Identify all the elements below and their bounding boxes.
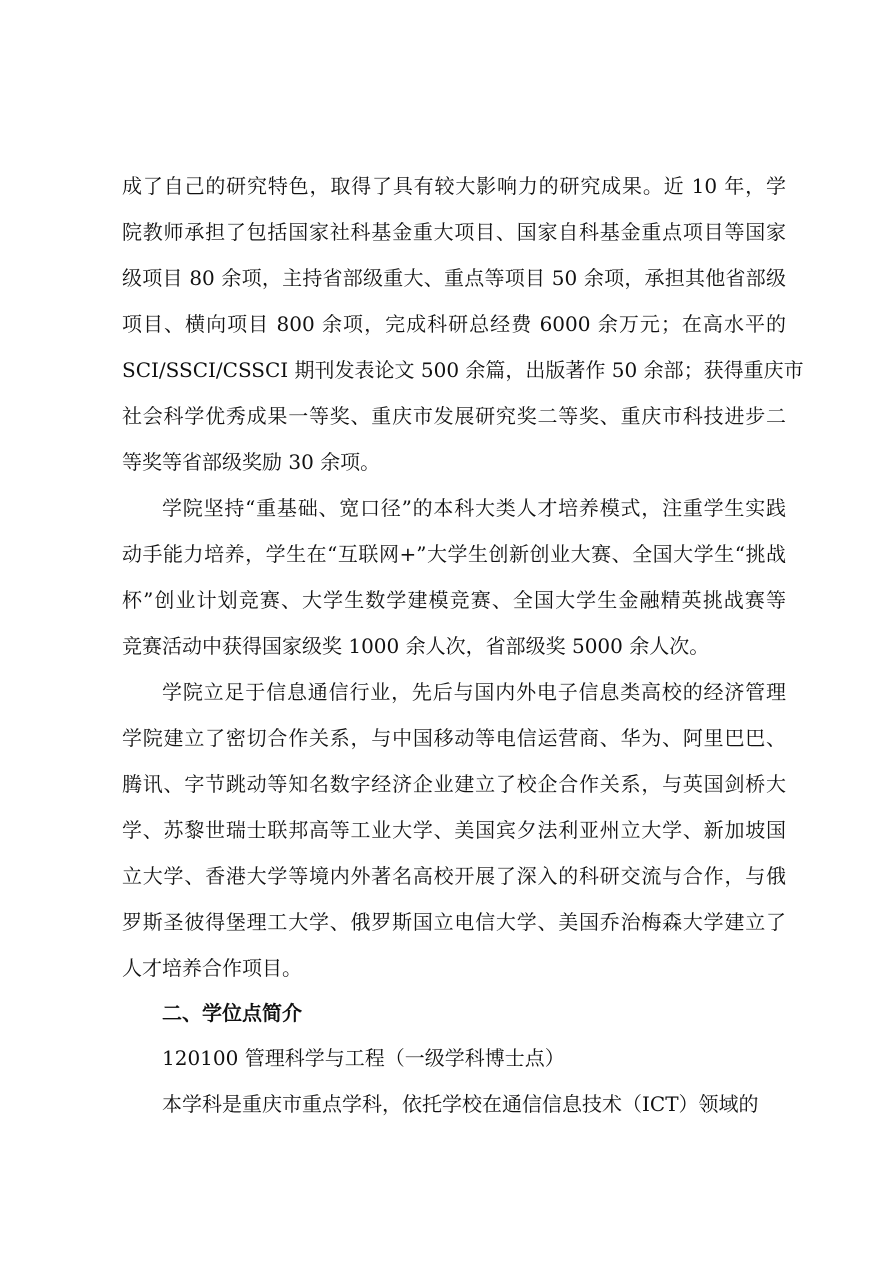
paragraph-3-line-4: 学、苏黎世瑞士联邦高等工业大学、美国宾夕法利亚州立大学、新加坡国 xyxy=(122,818,786,842)
paragraph-1-line-6: 社会科学优秀成果一等奖、重庆市发展研究奖二等奖、重庆市科技进步二 xyxy=(122,404,786,428)
paragraph-1-line-3: 级项目 80 余项，主持省部级重大、重点等项目 50 余项，承担其他省部级 xyxy=(122,266,786,290)
paragraph-3-line-5: 立大学、香港大学等境内外著名高校开展了深入的科研交流与合作，与俄 xyxy=(122,864,786,888)
paragraph-2-line-4: 竞赛活动中获得国家级奖 1000 余人次，省部级奖 5000 余人次。 xyxy=(122,634,710,658)
paragraph-1-line-7: 等奖等省部级奖励 30 余项。 xyxy=(122,450,381,474)
paragraph-3-line-6: 罗斯圣彼得堡理工大学、俄罗斯国立电信大学、美国乔治梅森大学建立了 xyxy=(122,910,786,934)
paragraph-1-line-4: 项目、横向项目 800 余项，完成科研总经费 6000 余万元；在高水平的 xyxy=(122,312,786,336)
paragraph-2-line-2: 动手能力培养，学生在“互联网+”大学生创新创业大赛、全国大学生“挑战 xyxy=(122,542,786,566)
section-heading: 二、学位点简介 xyxy=(162,1001,302,1025)
paragraph-2-line-3: 杯”创业计划竞赛、大学生数学建模竞赛、全国大学生金融精英挑战赛等 xyxy=(122,588,786,612)
paragraph-3-line-2: 学院建立了密切合作关系，与中国移动等电信运营商、华为、阿里巴巴、 xyxy=(122,726,786,750)
paragraph-3-line-3: 腾讯、字节跳动等知名数字经济企业建立了校企合作关系，与英国剑桥大 xyxy=(122,772,786,796)
paragraph-1-line-1: 成了自己的研究特色，取得了具有较大影响力的研究成果。近 10 年，学 xyxy=(122,174,786,198)
paragraph-2-line-1: 学院坚持“重基础、宽口径”的本科大类人才培养模式，注重学生实践 xyxy=(162,496,786,520)
paragraph-1-line-2: 院教师承担了包括国家社科基金重大项目、国家自科基金重点项目等国家 xyxy=(122,220,786,244)
paragraph-3-line-7: 人才培养合作项目。 xyxy=(122,956,302,980)
paragraph-1-line-5: SCI/SSCI/CSSCI 期刊发表论文 500 余篇，出版著作 50 余部；获得重庆市 xyxy=(122,358,804,382)
paragraph-4-line-1: 本学科是重庆市重点学科，依托学校在通信信息技术（ICT）领域的 xyxy=(162,1092,759,1116)
paragraph-3-line-1: 学院立足于信息通信行业，先后与国内外电子信息类高校的经济管理 xyxy=(162,680,786,704)
subsection-heading: 120100 管理科学与工程（一级学科博士点） xyxy=(162,1046,565,1070)
